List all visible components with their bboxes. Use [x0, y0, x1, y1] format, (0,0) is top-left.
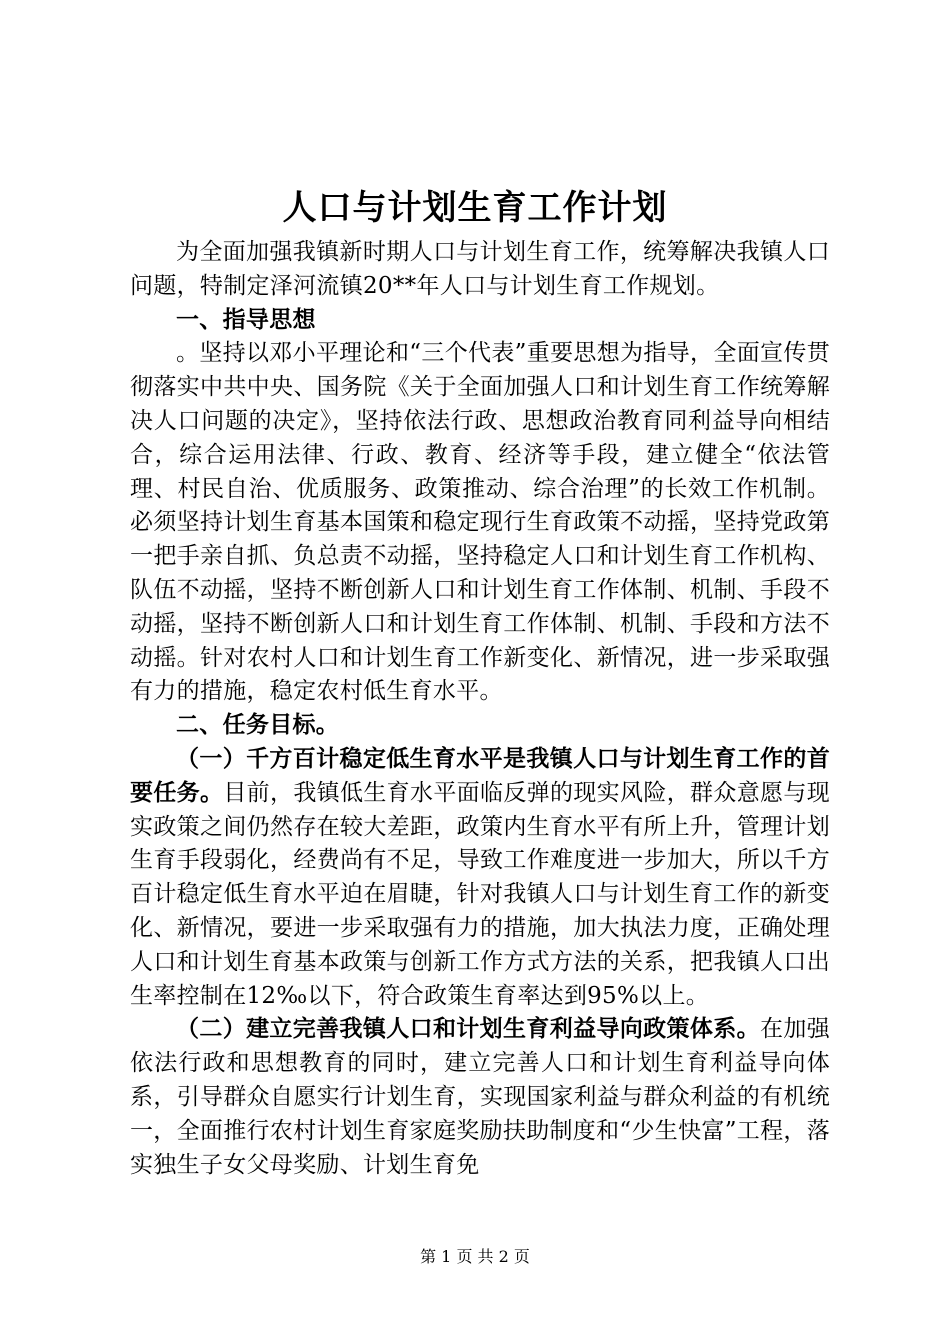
section2-item1-paragraph	[130, 743, 830, 1013]
section1-paragraph: 。坚持以邓小平理论和“三个代表”重要思想为指导，全面宣传贯彻落实中共中央、国务院《关于全面加强人口和计划生育工作统筹解决人口问题的决定》，坚持依法行政、思想政治教育同利益导向相结合，综合运用法律、行政、教育、经济等手段，建立健全“依法管理、村民自治、优质服务、政策推动、综合治理”的长效工作机制。必须坚持计划生育基本国策和稳定现行生育政策不动摇，坚持党政第一把手亲自抓、负总责不动摇，坚持稳定人口和计划生育工作机构、队伍不动摇，坚持不断创新人口和计划生育工作体制、机制、手段不动摇，坚持不断创新人口和计划生育工作体制、机制、手段和方法不动摇。针对农村人口和计划生育工作新变化、新情况，进一步采取强有力的措施，稳定农村低生育水平。	[130, 340, 830, 705]
page-footer: 第 1 页 共 2 页	[420, 1247, 530, 1266]
document-title: 人口与计划生育工作计划	[282, 188, 668, 228]
intro-paragraph: 为全面加强我镇新时期人口与计划生育工作，统筹解决我镇人口问题，特制定泽河流镇20**年人口与计划生育工作规划。	[130, 239, 830, 299]
section2-item2-lead: （二）建立完善我镇人口和计划生育利益导向政策体系。	[176, 1016, 760, 1043]
section2-item2-body: 在加强依法行政和思想教育的同时，建立完善人口和计划生育利益导向体系，引导群众自愿实行计划生育，实现国家利益与群众利益的有机统一，全面推行农村计划生育家庭奖励扶助制度和“少生快富”工程，落实独生子女父母奖励、计划生育免	[130, 1016, 831, 1178]
section2-item1-lead: （一）千方百计稳定低生育水平是我镇人口与计划生育工作的首要任务。	[130, 745, 830, 806]
section2-heading: 二、任务目标。	[176, 712, 340, 739]
section2-item1-body: 目前，我镇低生育水平面临反弹的现实风险，群众意愿与现实政策之间仍然存在较大差距，政策内生育水平有所上升，管理计划生育手段弱化，经费尚有不足，导致工作难度进一步加大，所以千方百计稳定低生育水平迫在眉睫，针对我镇人口与计划生育工作的新变化、新情况，要进一步采取强有力的措施，加大执法力度，正确处理人口和计划生育基本政策与创新工作方式方法的关系，把我镇人口出生率控制在12‰以下，符合政策生育率达到95%以上。	[130, 779, 830, 1009]
section2-item2-paragraph	[130, 1013, 830, 1182]
section1-heading: 一、指导思想	[176, 306, 316, 333]
document-body	[130, 236, 830, 1182]
